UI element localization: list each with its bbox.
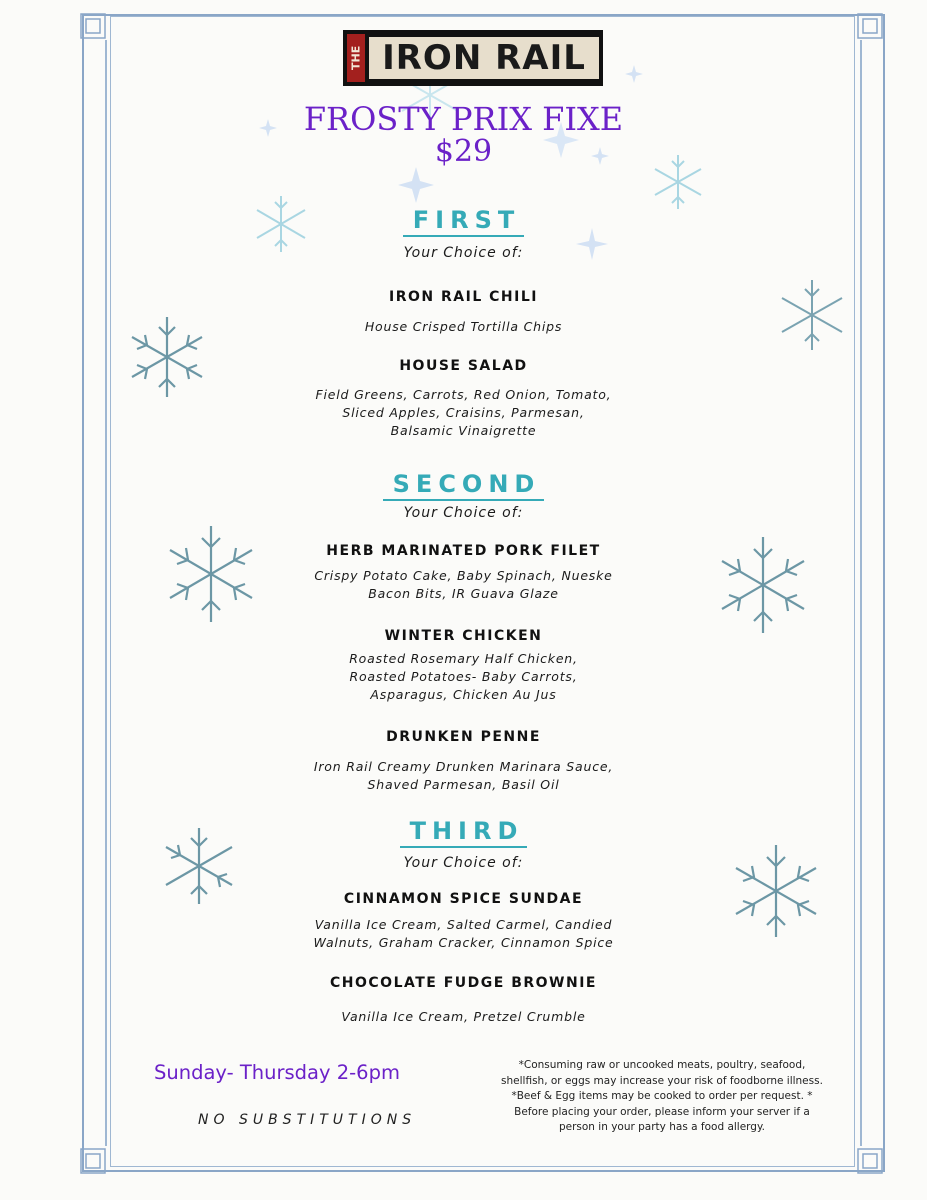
sparkle-icon	[396, 165, 436, 205]
menu-item-name: CINNAMON SPICE SUNDAE	[343, 891, 584, 907]
food-safety-disclaimer: *Consuming raw or uncooked meats, poultry, seafood, shellfish, or eggs may increase your risk of foodborne illness. *Beef & Egg items may be cooked to order per request. * Before placing your order, please inform your server if a person in your party has a food allergy.	[501, 1059, 823, 1133]
menu-item-name: HERB MARINATED PORK FILET	[326, 543, 601, 559]
choice-label: Your Choice of:	[403, 855, 524, 871]
corner-ornament-top-right	[857, 13, 881, 37]
corner-ornament-bottom-left	[80, 1148, 104, 1172]
choice-label: Your Choice of:	[403, 245, 524, 261]
menu-title: FROSTY PRIX FIXE	[303, 100, 624, 138]
menu-item-description: Vanilla Ice Cream, Pretzel Crumble	[341, 1009, 586, 1024]
menu-item-description: Iron Rail Creamy Drunken Marinara Sauce, Shaved Parmesan, Basil Oil	[313, 759, 614, 792]
logo-name-text: IRON RAIL	[369, 37, 599, 79]
section-heading-third: THIRD	[0, 817, 927, 845]
corner-ornament-top-left	[80, 13, 104, 37]
section-heading-second: SECOND	[0, 470, 927, 498]
sparkle-icon	[624, 64, 644, 84]
menu-item-description: Crispy Potato Cake, Baby Spinach, Nueske Bacon Bits, IR Guava Glaze	[314, 568, 613, 601]
iron-rail-logo	[343, 30, 603, 86]
menu-item-description: House Crisped Tortilla Chips	[364, 319, 563, 334]
corner-ornament-bottom-right	[857, 1148, 881, 1172]
menu-item-name: HOUSE SALAD	[399, 358, 528, 374]
menu-item-name: WINTER CHICKEN	[384, 628, 543, 644]
snowflake-icon	[773, 276, 851, 354]
section-heading-first: FIRST	[0, 206, 927, 234]
choice-label: Your Choice of:	[403, 505, 524, 521]
no-substitutions-note: NO SUBSTITUTIONS	[198, 1112, 417, 1128]
menu-item-description: Vanilla Ice Cream, Salted Carmel, Candied Walnuts, Graham Cracker, Cinnamon Spice	[313, 917, 614, 950]
menu-item-description: Roasted Rosemary Half Chicken, Roasted Potatoes- Baby Carrots, Asparagus, Chicken Au Jus	[349, 651, 578, 702]
menu-item-name: DRUNKEN PENNE	[386, 729, 541, 745]
logo-the-text: THE	[347, 34, 365, 82]
menu-item-name: IRON RAIL CHILI	[389, 289, 538, 305]
service-hours: Sunday- Thursday 2-6pm	[154, 1061, 400, 1084]
menu-price: $29	[434, 134, 493, 169]
menu-item-description: Field Greens, Carrots, Red Onion, Tomato, Sliced Apples, Craisins, Parmesan, Balsamic Vinaigrette	[315, 387, 612, 438]
menu-item-name: CHOCOLATE FUDGE BROWNIE	[330, 975, 597, 991]
